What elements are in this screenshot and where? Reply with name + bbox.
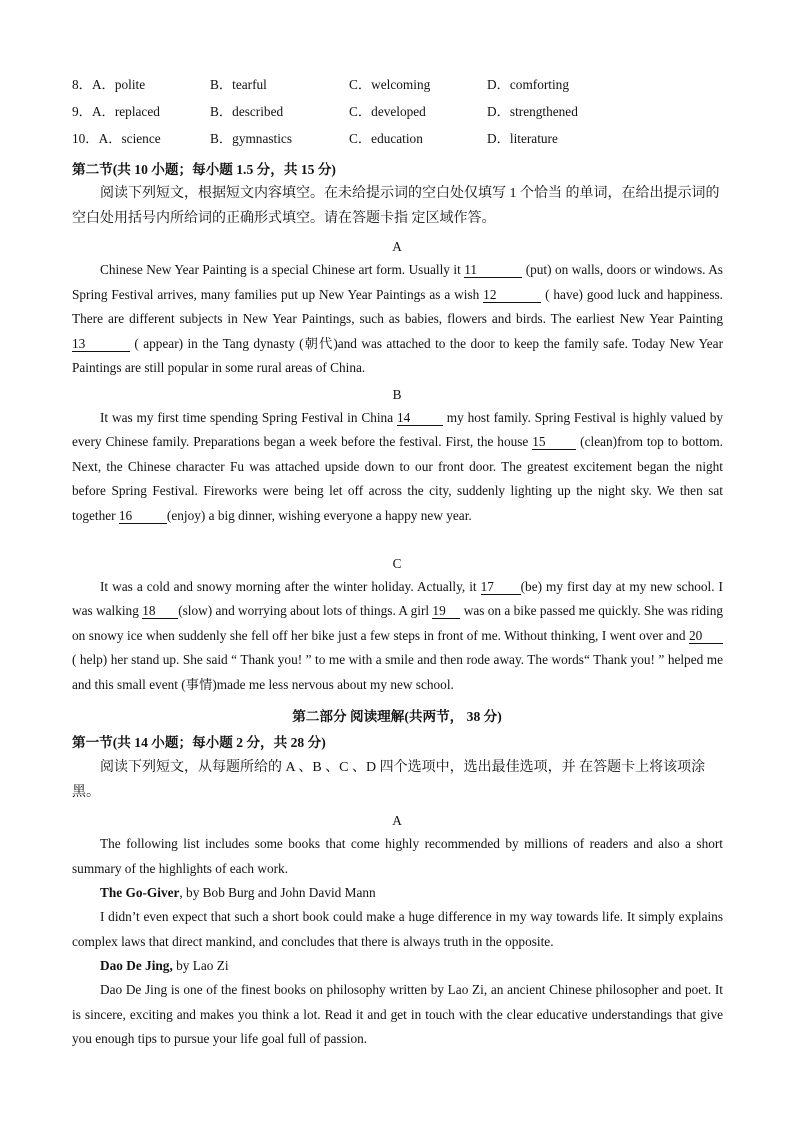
passage-b-label: B bbox=[392, 387, 402, 402]
blank-19: 19 bbox=[432, 603, 460, 619]
option-c: C．education bbox=[349, 131, 423, 146]
passage-text: my host family. Spring Festival is highly valued by every Chinese family. Preparations began a week before the festival. First, the house bbox=[72, 410, 723, 450]
passage-c-label: C bbox=[392, 556, 402, 571]
part2-title: 第二部分 阅读理解(共两节， 38 分) bbox=[292, 709, 502, 724]
part2-instructions: 阅读下列短文，从每题所给的 A 、B 、C 、D 四个选项中，选出最佳选项，并 在答题卡上将该项涂黑。 bbox=[72, 760, 706, 800]
option-a: 10．A．science bbox=[72, 131, 161, 146]
blank-18: 18 bbox=[142, 603, 178, 619]
passage-b bbox=[72, 406, 723, 528]
passage-text: Chinese New Year Painting is a special Chinese art form. Usually it bbox=[100, 262, 465, 277]
option-a: 8．A．polite bbox=[72, 77, 146, 92]
section2-heading: 第二节(共 10 小题；每小题 1.5 分，共 15 分) bbox=[72, 162, 336, 177]
book1-heading bbox=[100, 885, 376, 901]
blank-16: 16 bbox=[119, 508, 167, 524]
blank-20: 20 bbox=[689, 628, 723, 644]
book2-heading bbox=[100, 958, 229, 974]
blank-11: 11 bbox=[464, 262, 522, 278]
option-c: C．developed bbox=[349, 104, 426, 119]
passage-c bbox=[72, 575, 723, 697]
option-d: D．comforting bbox=[487, 77, 569, 92]
reading-a-label: A bbox=[392, 813, 402, 828]
passage-text: was on a bike passed me quickly. She was riding on snowy ice when suddenly she fell off her bike just a few steps in front of me. Without thinking, I went over and bbox=[72, 603, 723, 643]
book1-text: I didn’t even expect that such a short book could make a huge difference in my way towards life. It simply explains complex laws that direct mankind, and concludes that there is always truth in the opposite. bbox=[72, 909, 723, 949]
option-b: B．gymnastics bbox=[210, 131, 292, 146]
option-d: D．strengthened bbox=[487, 104, 578, 119]
option-b: B．described bbox=[210, 104, 284, 119]
passage-text: ( have) good luck and happiness. There are different subjects in New Year Paintings, such as babies, flowers and birds. The earliest New Year Painting bbox=[72, 286, 723, 326]
passage-text: ( help) her stand up. She said “ Thank you! ” to me with a smile and then rode away. The words“ Thank you! ” helped me and this small event (事情)made me less nervous about my new school. bbox=[72, 652, 723, 692]
blank-14: 14 bbox=[397, 410, 443, 426]
book2-text: Dao De Jing is one of the finest books on philosophy written by Lao Zi, an ancient Chinese philosopher and poet. It is sincere, exciting and makes you think a lot. Read it and get in touch with the clear educative understandings that give you enough tips to pursue your life goal full of passion. bbox=[72, 982, 723, 1046]
book2-author: by Lao Zi bbox=[172, 958, 229, 973]
passage-text: (clean)from top to bottom. Next, the Chinese character Fu was attached upside down to our front door. The greatest excitement began the night before Spring Festival. Fireworks were being let off across the city, suddenly lighting up the night sky. We then sat together bbox=[72, 434, 723, 523]
part2-heading: 第一节(共 14 小题；每小题 2 分，共 28 分) bbox=[72, 735, 326, 750]
book2-title: Dao De Jing, bbox=[100, 958, 173, 973]
option-d: D．literature bbox=[487, 131, 558, 146]
passage-text: (slow) and worrying about lots of things. A girl bbox=[178, 603, 433, 619]
book1-title: The Go-Giver bbox=[100, 885, 180, 900]
section2-instructions: 阅读下列短文，根据短文内容填空。在未给提示词的空白处仅填写 1 个恰当 的单词，在给出提示词的空白处用括号内所给词的正确形式填空。请在答题卡指 定区域作答。 bbox=[72, 186, 720, 226]
blank-15: 15 bbox=[532, 434, 576, 450]
option-b: B．tearful bbox=[210, 77, 267, 92]
blank-12: 12 bbox=[483, 287, 541, 303]
passage-text: ( appear) in the Tang dynasty (朝代)and was attached to the door to keep the family safe. Today New Year Paintings are still popular in some rural areas of China. bbox=[72, 335, 723, 375]
blank-17: 17 bbox=[481, 579, 521, 595]
passage-text: (put) on walls, doors or windows. As Spring Festival arrives, many families put up New Year Paintings as a wish bbox=[72, 262, 723, 302]
passage-text: It was a cold and snowy morning after the winter holiday. Actually, it bbox=[100, 579, 481, 594]
passage-text: (enjoy) a big dinner, wishing everyone a happy new year. bbox=[166, 507, 472, 523]
book1-author: , by Bob Burg and John David Mann bbox=[179, 885, 376, 900]
option-a: 9．A．replaced bbox=[72, 104, 160, 119]
reading-a-intro: The following list includes some books that come highly recommended by millions of readers and also a short summary of the highlights of each work. bbox=[72, 836, 723, 876]
passage-text: It was my first time spending Spring Festival in China bbox=[100, 410, 397, 425]
passage-a bbox=[72, 258, 723, 381]
option-c: C．welcoming bbox=[349, 77, 431, 92]
passage-a-label: A bbox=[392, 239, 402, 254]
passage-text: (be) my first day at my new school. I was walking bbox=[72, 579, 723, 619]
blank-13: 13 bbox=[72, 336, 130, 352]
